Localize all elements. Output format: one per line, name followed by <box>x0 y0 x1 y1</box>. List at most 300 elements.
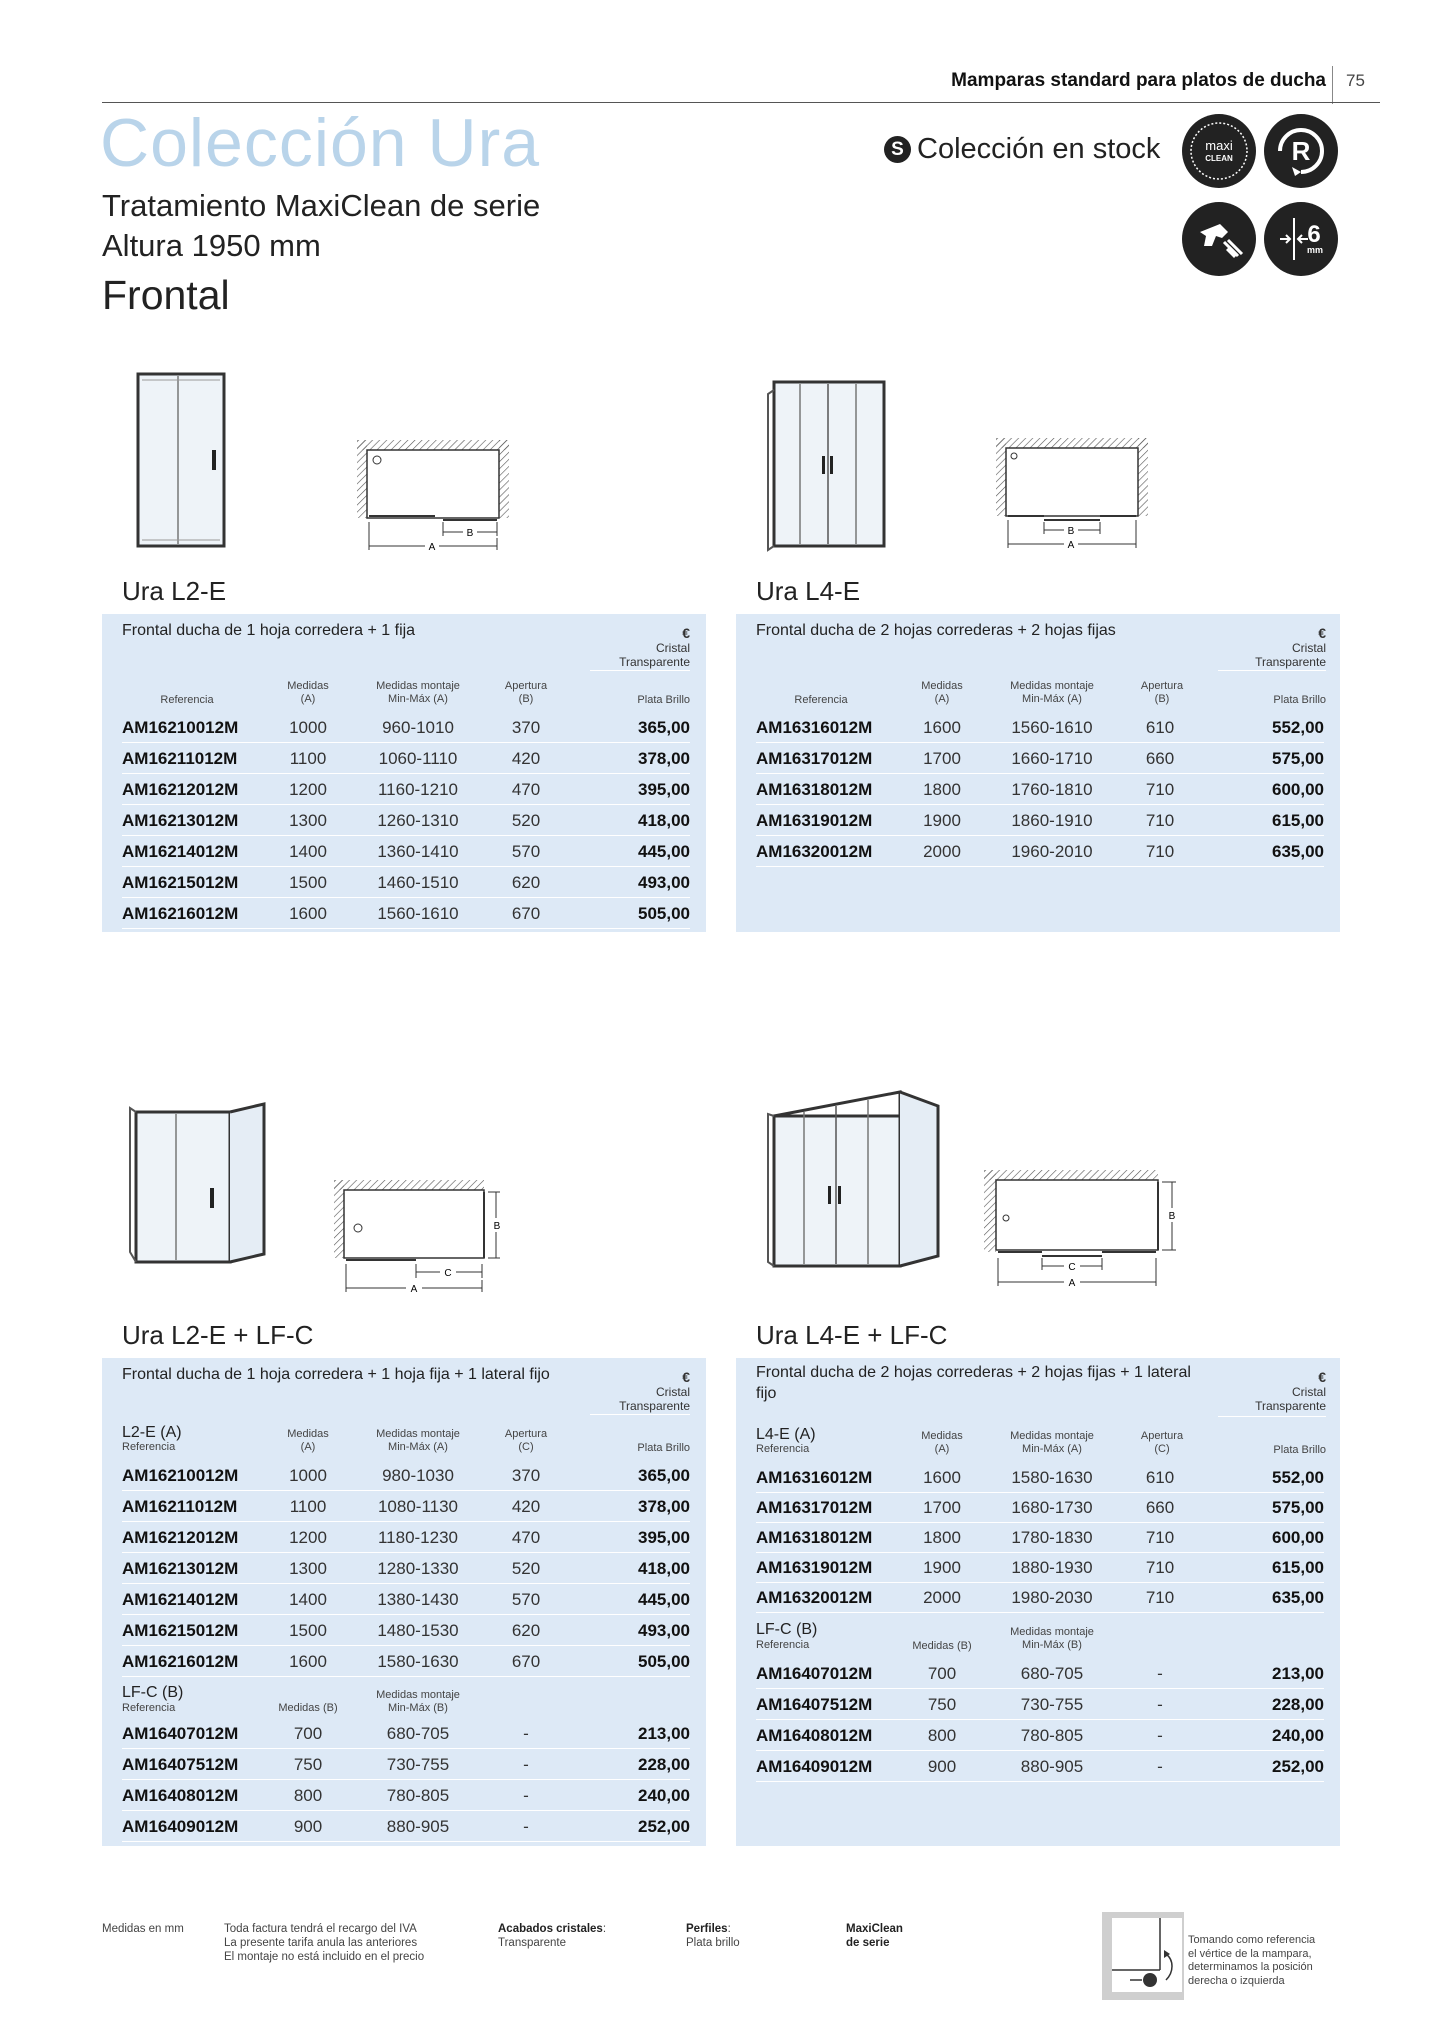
group-a-label: L2-E (A) <box>122 1424 182 1441</box>
row-reference: AM16408012M <box>122 1785 239 1805</box>
euro-rule <box>590 1414 690 1415</box>
row-price: 615,00 <box>1272 810 1324 830</box>
col-montaje: Medidas montaje Min-Máx (A) <box>1010 680 1094 705</box>
row-montaje: 1780-1830 <box>1011 1527 1093 1547</box>
table-row <box>756 836 1324 867</box>
l2e-name: Ura L2-E <box>122 576 227 606</box>
row-medidas: 1500 <box>289 1620 327 1640</box>
row-apertura: - <box>523 1785 529 1805</box>
col-apertura: Apertura (B) <box>504 680 548 705</box>
row-price: 635,00 <box>1272 1587 1324 1607</box>
row-price: 228,00 <box>1272 1694 1324 1714</box>
row-reference: AM16211012M <box>122 1496 238 1516</box>
drill-icon <box>1182 202 1256 276</box>
table-row <box>122 898 690 929</box>
page-number: 75 <box>1346 71 1365 90</box>
row-montaje: 1180-1230 <box>377 1527 459 1547</box>
stock-label <box>884 133 1160 166</box>
l4elfc-description-line-1: Frontal ducha de 2 hojas correderas + 2 hojas fijas + 1 lateral <box>756 1364 1191 1381</box>
row-medidas: 750 <box>927 1694 957 1714</box>
row-reference: AM16212012M <box>122 1527 239 1547</box>
footer-terms: Toda factura tendrá el recargo del IVA La presente tarifa anula las anteriores El montaje no está incluido en el precio <box>224 1923 425 1963</box>
row-montaje: 680-705 <box>1020 1663 1084 1683</box>
euro-line-1: Cristal <box>1291 641 1326 655</box>
l4e-product-image <box>766 378 886 554</box>
subtitle-treatment: Tratamiento MaxiClean de serie <box>102 188 541 223</box>
row-apertura: 610 <box>1145 717 1175 737</box>
l4elfc-description <box>756 1362 1191 1404</box>
maxiclean-icon <box>1182 114 1256 188</box>
row-reference: AM16409012M <box>756 1756 873 1776</box>
col-plata: Plata Brillo <box>637 1442 690 1454</box>
row-apertura: 620 <box>511 1620 541 1640</box>
header-rule <box>102 102 1380 103</box>
row-reference: AM16210012M <box>122 1465 239 1485</box>
glass-thickness-icon <box>1264 202 1338 276</box>
row-reference: AM16215012M <box>122 872 239 892</box>
l4e-description: Frontal ducha de 2 hojas correderas + 2 hojas fijas <box>756 622 1116 639</box>
euro-rule <box>590 670 690 671</box>
row-reference: AM16212012M <box>122 779 239 799</box>
row-medidas: 1700 <box>923 1497 961 1517</box>
row-apertura: 570 <box>511 841 541 861</box>
stock-text: Colección en stock <box>917 133 1161 165</box>
l4e-name: Ura L4-E <box>756 576 861 606</box>
row-divider <box>122 1676 690 1677</box>
table-row <box>756 805 1324 836</box>
l4elfc-euro-header <box>1226 1370 1326 1413</box>
section-title: Frontal <box>102 272 230 318</box>
row-reference: AM16318012M <box>756 779 873 799</box>
row-divider <box>756 1612 1324 1613</box>
row-apertura: 710 <box>1145 779 1175 799</box>
col-plata: Plata Brillo <box>1273 1444 1326 1456</box>
row-medidas: 1200 <box>289 1527 327 1547</box>
row-medidas: 1200 <box>289 779 327 799</box>
row-medidas: 1000 <box>289 1465 327 1485</box>
row-apertura: 710 <box>1145 810 1175 830</box>
euro-line-1: Cristal <box>655 1385 690 1399</box>
dim-b-label: B <box>1067 526 1075 537</box>
row-montaje: 1260-1310 <box>377 810 459 830</box>
row-price: 575,00 <box>1272 748 1324 768</box>
row-price: 240,00 <box>1272 1725 1324 1745</box>
dim-a-label: A <box>428 542 436 553</box>
euro-line-1: Cristal <box>1291 1385 1326 1399</box>
table-row <box>122 1718 690 1749</box>
table-row <box>756 1522 1324 1553</box>
row-montaje: 1580-1630 <box>377 1651 459 1671</box>
row-price: 213,00 <box>1272 1663 1324 1683</box>
row-apertura: 370 <box>511 717 541 737</box>
row-price: 445,00 <box>638 1589 690 1609</box>
footer-perfiles: Perfiles: Plata brillo <box>686 1923 740 1949</box>
table-row <box>122 1646 690 1677</box>
l2e-description: Frontal ducha de 1 hoja corredera + 1 fija <box>122 622 416 639</box>
row-apertura: 710 <box>1145 1587 1175 1607</box>
row-montaje: 1380-1430 <box>377 1589 459 1609</box>
row-medidas: 750 <box>293 1754 323 1774</box>
row-montaje: 1460-1510 <box>377 872 459 892</box>
row-montaje: 1560-1610 <box>1011 717 1093 737</box>
row-reference: AM16316012M <box>756 717 873 737</box>
row-medidas: 1800 <box>923 779 961 799</box>
row-medidas: 1600 <box>289 1651 327 1671</box>
euro-line-2: Transparente <box>1255 655 1326 669</box>
row-medidas: 1300 <box>289 810 327 830</box>
row-reference: AM16407512M <box>756 1694 873 1714</box>
row-montaje: 1560-1610 <box>377 903 459 923</box>
table-row <box>756 1751 1324 1782</box>
row-reference: AM16317012M <box>756 1497 873 1517</box>
row-price: 418,00 <box>638 1558 690 1578</box>
footer-units: Medidas en mm <box>102 1923 184 1935</box>
euro-line-2: Transparente <box>1255 1399 1326 1413</box>
table-row <box>756 1462 1324 1493</box>
row-reference: AM16320012M <box>756 841 873 861</box>
row-medidas: 1300 <box>289 1558 327 1578</box>
row-montaje: 880-905 <box>1020 1756 1084 1776</box>
subtitle-height: Altura 1950 mm <box>102 228 321 263</box>
row-medidas: 1100 <box>289 748 327 768</box>
col-montaje: Medidas montaje Min-Máx (B) <box>1010 1626 1094 1651</box>
row-price: 378,00 <box>638 748 690 768</box>
col-referencia: Referencia <box>122 1441 176 1453</box>
table-row <box>122 1460 690 1491</box>
row-apertura: 520 <box>511 1558 541 1578</box>
col-referencia: Referencia <box>160 694 214 706</box>
euro-symbol: € <box>1318 1369 1326 1385</box>
row-price: 395,00 <box>638 1527 690 1547</box>
col-medidas-b: Medidas (B) <box>912 1640 972 1652</box>
col-medidas: Medidas (A) <box>287 1428 329 1453</box>
row-montaje: 1880-1930 <box>1011 1557 1093 1577</box>
footer-acabados: Acabados cristales: Transparente <box>498 1923 607 1949</box>
row-reference: AM16319012M <box>756 810 873 830</box>
table-row <box>122 1811 690 1842</box>
table-row <box>122 1491 690 1522</box>
col-medidas-b: Medidas (B) <box>278 1702 338 1714</box>
row-apertura: 520 <box>511 810 541 830</box>
row-montaje: 1060-1110 <box>378 748 458 768</box>
row-apertura: 660 <box>1145 748 1175 768</box>
euro-symbol: € <box>682 1369 690 1385</box>
table-row <box>122 1553 690 1584</box>
footer-position-note: Tomando como referencia el vértice de la mampara, determinamos la posición derecha o izquierda <box>1188 1934 1316 1987</box>
l4elfc-floor-plan <box>982 1166 1182 1296</box>
reversible-icon <box>1264 114 1338 188</box>
table-row <box>122 836 690 867</box>
dim-b-label: B <box>466 528 474 539</box>
group-b-label: LF-C (B) <box>122 1684 184 1701</box>
row-apertura: - <box>1157 1756 1163 1776</box>
row-medidas: 1400 <box>289 1589 327 1609</box>
euro-line-1: Cristal <box>655 641 690 655</box>
row-price: 365,00 <box>638 1465 690 1485</box>
row-medidas: 900 <box>927 1756 957 1776</box>
row-price: 378,00 <box>638 1496 690 1516</box>
table-row <box>756 1720 1324 1751</box>
row-reference: AM16408012M <box>756 1725 873 1745</box>
row-price: 418,00 <box>638 810 690 830</box>
table-row <box>756 1552 1324 1583</box>
row-reference: AM16214012M <box>122 841 239 861</box>
row-price: 615,00 <box>1272 1557 1324 1577</box>
row-medidas: 1600 <box>289 903 327 923</box>
row-medidas: 800 <box>927 1725 957 1745</box>
row-medidas: 1100 <box>289 1496 327 1516</box>
row-reference: AM16215012M <box>122 1620 239 1640</box>
table-row <box>756 774 1324 805</box>
col-referencia: Referencia <box>756 1443 810 1455</box>
row-apertura: 710 <box>1145 841 1175 861</box>
dim-a-label: A <box>1068 1278 1076 1289</box>
row-montaje: 1660-1710 <box>1011 748 1093 768</box>
row-reference: AM16316012M <box>756 1467 873 1487</box>
clean-text: CLEAN <box>1205 154 1233 163</box>
header-title: Mamparas standard para platos de ducha <box>951 70 1326 91</box>
l4e-euro-header <box>1226 626 1326 669</box>
row-medidas: 2000 <box>923 841 961 861</box>
row-apertura: - <box>1157 1694 1163 1714</box>
maxi-text: maxi <box>1205 138 1233 153</box>
row-apertura: - <box>523 1723 529 1743</box>
row-montaje: 980-1030 <box>382 1465 454 1485</box>
table-row <box>756 1658 1324 1689</box>
l4elfc-product-image <box>766 1086 942 1278</box>
row-price: 445,00 <box>638 841 690 861</box>
row-medidas: 1900 <box>923 810 961 830</box>
row-apertura: 420 <box>511 1496 541 1516</box>
euro-line-2: Transparente <box>619 1399 690 1413</box>
row-reference: AM16213012M <box>122 1558 239 1578</box>
row-price: 213,00 <box>638 1723 690 1743</box>
row-apertura: - <box>1157 1725 1163 1745</box>
table-row <box>756 1689 1324 1720</box>
row-reference: AM16216012M <box>122 903 239 923</box>
table-row <box>122 743 690 774</box>
row-price: 600,00 <box>1272 779 1324 799</box>
row-apertura: 470 <box>511 1527 541 1547</box>
corner-position-icon <box>1100 1910 1186 2002</box>
col-apertura: Apertura (C) <box>1140 1430 1184 1455</box>
table-row <box>122 1749 690 1780</box>
col-plata: Plata Brillo <box>637 694 690 706</box>
row-divider <box>756 1781 1324 1782</box>
table-row <box>122 867 690 898</box>
col-montaje: Medidas montaje Min-Máx (A) <box>376 1428 460 1453</box>
dim-b-label: B <box>1168 1211 1176 1222</box>
row-reference: AM16210012M <box>122 717 239 737</box>
row-medidas: 2000 <box>923 1587 961 1607</box>
row-reference: AM16211012M <box>122 748 238 768</box>
row-apertura: 670 <box>511 1651 541 1671</box>
col-montaje: Medidas montaje Min-Máx (A) <box>1010 1430 1094 1455</box>
l4e-floor-plan <box>994 434 1154 558</box>
table-row <box>122 1584 690 1615</box>
col-montaje: Medidas montaje Min-Máx (A) <box>376 680 460 705</box>
footer-maxiclean: MaxiClean de serie <box>846 1923 903 1949</box>
table-row <box>122 1780 690 1811</box>
row-medidas: 1600 <box>923 1467 961 1487</box>
table-row <box>756 712 1324 743</box>
table-row <box>122 712 690 743</box>
row-price: 493,00 <box>638 1620 690 1640</box>
row-montaje: 1280-1330 <box>377 1558 459 1578</box>
group-a-label: L4-E (A) <box>756 1426 816 1443</box>
table-row <box>122 1522 690 1553</box>
row-reference: AM16407012M <box>122 1723 239 1743</box>
row-price: 228,00 <box>638 1754 690 1774</box>
row-medidas: 1700 <box>923 748 961 768</box>
dim-a-label: A <box>1067 540 1075 551</box>
row-price: 240,00 <box>638 1785 690 1805</box>
row-price: 505,00 <box>638 1651 690 1671</box>
row-reference: AM16407512M <box>122 1754 239 1774</box>
row-montaje: 780-805 <box>386 1785 450 1805</box>
euro-rule <box>1218 1416 1326 1417</box>
row-price: 505,00 <box>638 903 690 923</box>
row-montaje: 1360-1410 <box>377 841 459 861</box>
row-montaje: 960-1010 <box>382 717 454 737</box>
col-referencia: Referencia <box>756 1639 810 1651</box>
row-apertura: 710 <box>1145 1557 1175 1577</box>
row-reference: AM16407012M <box>756 1663 873 1683</box>
l2elfc-product-image <box>128 1102 274 1270</box>
row-divider <box>756 866 1324 867</box>
row-montaje: 1960-2010 <box>1011 841 1093 861</box>
row-montaje: 730-755 <box>1020 1694 1084 1714</box>
subtitle <box>102 186 540 266</box>
header-separator <box>1332 66 1333 104</box>
row-medidas: 900 <box>293 1816 323 1836</box>
euro-symbol: € <box>682 625 690 641</box>
euro-symbol: € <box>1318 625 1326 641</box>
row-apertura: 470 <box>511 779 541 799</box>
row-reference: AM16319012M <box>756 1557 873 1577</box>
l2elfc-name: Ura L2-E + LF-C <box>122 1320 314 1350</box>
col-referencia: Referencia <box>794 694 848 706</box>
row-apertura: - <box>1157 1663 1163 1683</box>
col-plata: Plata Brillo <box>1273 694 1326 706</box>
row-apertura: - <box>523 1816 529 1836</box>
row-apertura: 610 <box>1145 1467 1175 1487</box>
l2elfc-euro-header <box>590 1370 690 1413</box>
dim-c-label: C <box>444 1268 452 1279</box>
l2e-floor-plan <box>355 436 515 556</box>
row-montaje: 730-755 <box>386 1754 450 1774</box>
euro-rule <box>1218 670 1326 671</box>
euro-line-2: Transparente <box>619 655 690 669</box>
dim-a-label: A <box>410 1284 418 1295</box>
col-apertura: Apertura (B) <box>1140 680 1184 705</box>
group-b-label: LF-C (B) <box>756 1621 818 1638</box>
row-montaje: 1580-1630 <box>1011 1467 1093 1487</box>
row-price: 635,00 <box>1272 841 1324 861</box>
table-row <box>756 1492 1324 1523</box>
row-medidas: 1900 <box>923 1557 961 1577</box>
row-montaje: 1080-1130 <box>377 1496 459 1516</box>
l2elfc-floor-plan <box>332 1176 510 1304</box>
row-medidas: 1000 <box>289 717 327 737</box>
r-text: R <box>1291 136 1311 166</box>
six-text: 6 <box>1307 221 1321 248</box>
row-montaje: 1760-1810 <box>1011 779 1093 799</box>
l4elfc-name: Ura L4-E + LF-C <box>756 1320 948 1350</box>
row-montaje: 1480-1530 <box>377 1620 459 1640</box>
row-montaje: 680-705 <box>386 1723 450 1743</box>
row-apertura: 370 <box>511 1465 541 1485</box>
row-montaje: 1680-1730 <box>1011 1497 1093 1517</box>
row-medidas: 1600 <box>923 717 961 737</box>
row-divider <box>122 1841 690 1842</box>
row-reference: AM16216012M <box>122 1651 239 1671</box>
row-reference: AM16317012M <box>756 748 873 768</box>
stock-icon: S <box>884 136 911 163</box>
row-reference: AM16214012M <box>122 1589 239 1609</box>
row-price: 575,00 <box>1272 1497 1324 1517</box>
row-reference: AM16409012M <box>122 1816 239 1836</box>
row-montaje: 780-805 <box>1020 1725 1084 1745</box>
l2e-product-image <box>132 368 232 554</box>
dim-c-label: C <box>1068 1262 1076 1273</box>
collection-title: Colección Ura <box>100 105 541 181</box>
table-row <box>122 805 690 836</box>
col-montaje: Medidas montaje Min-Máx (B) <box>376 1689 460 1714</box>
row-montaje: 1980-2030 <box>1011 1587 1093 1607</box>
row-price: 252,00 <box>1272 1756 1324 1776</box>
l2elfc-description: Frontal ducha de 1 hoja corredera + 1 hoja fija + 1 lateral fijo <box>122 1366 550 1383</box>
row-price: 552,00 <box>1272 717 1324 737</box>
row-divider <box>122 928 690 929</box>
row-apertura: - <box>523 1754 529 1774</box>
row-price: 365,00 <box>638 717 690 737</box>
row-price: 600,00 <box>1272 1527 1324 1547</box>
col-medidas: Medidas (A) <box>921 1430 963 1455</box>
row-montaje: 1860-1910 <box>1011 810 1093 830</box>
row-apertura: 660 <box>1145 1497 1175 1517</box>
row-apertura: 570 <box>511 1589 541 1609</box>
row-apertura: 420 <box>511 748 541 768</box>
row-montaje: 1160-1210 <box>377 779 459 799</box>
l4elfc-description-line-2: fijo <box>756 1385 777 1402</box>
row-medidas: 700 <box>293 1723 323 1743</box>
col-medidas: Medidas (A) <box>287 680 329 705</box>
row-price: 552,00 <box>1272 1467 1324 1487</box>
table-row <box>756 743 1324 774</box>
row-reference: AM16320012M <box>756 1587 873 1607</box>
col-apertura: Apertura (C) <box>504 1428 548 1453</box>
row-reference: AM16213012M <box>122 810 239 830</box>
l2e-euro-header <box>590 626 690 669</box>
dim-b-label: B <box>493 1221 501 1232</box>
row-medidas: 800 <box>293 1785 323 1805</box>
row-medidas: 700 <box>927 1663 957 1683</box>
row-apertura: 620 <box>511 872 541 892</box>
table-row <box>122 1615 690 1646</box>
row-price: 252,00 <box>638 1816 690 1836</box>
row-apertura: 710 <box>1145 1527 1175 1547</box>
col-medidas: Medidas (A) <box>921 680 963 705</box>
row-reference: AM16318012M <box>756 1527 873 1547</box>
row-price: 493,00 <box>638 872 690 892</box>
table-row <box>122 774 690 805</box>
row-apertura: 670 <box>511 903 541 923</box>
table-row <box>756 1582 1324 1613</box>
row-medidas: 1800 <box>923 1527 961 1547</box>
mm-text: mm <box>1306 245 1324 255</box>
col-referencia: Referencia <box>122 1702 176 1714</box>
